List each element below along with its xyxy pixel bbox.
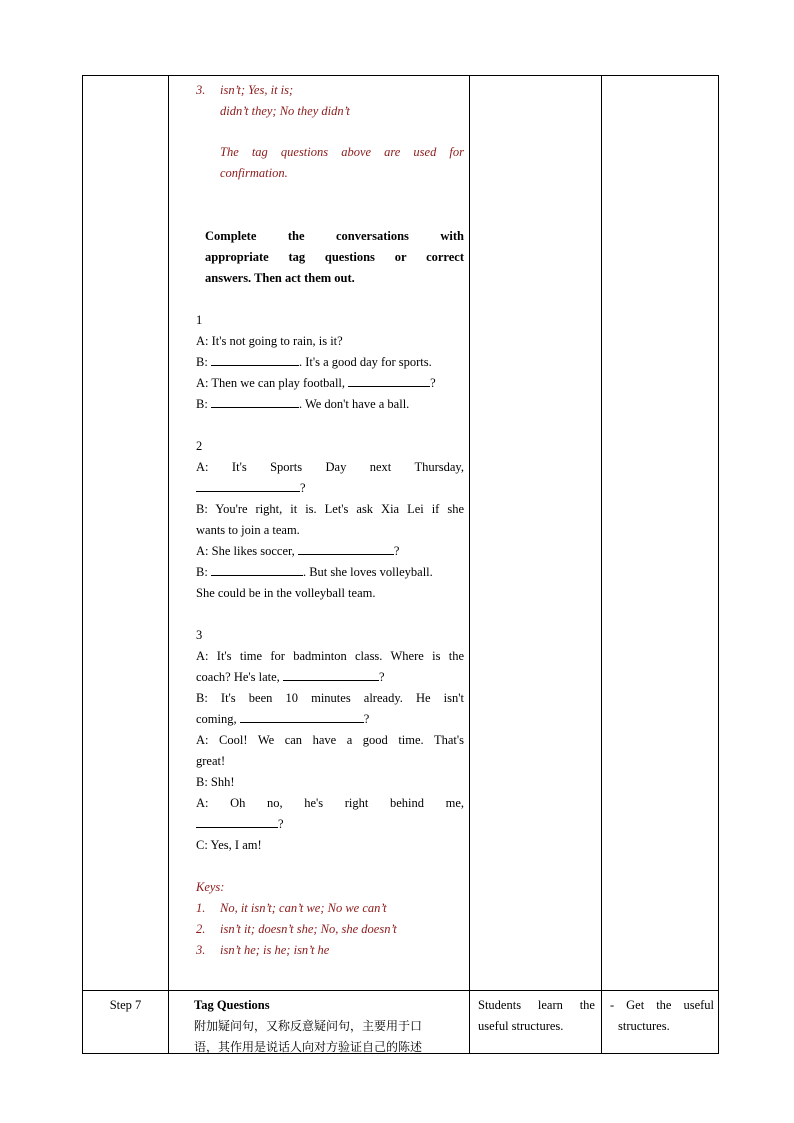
chinese-text-line: 附加疑问句，又称反意疑问句，主要用于口 (194, 1019, 423, 1033)
answer-blank[interactable] (211, 394, 299, 408)
line-text: . We don't have a ball. (298, 397, 410, 411)
purpose-line: - Get the useful (610, 998, 714, 1012)
answer-blank[interactable] (196, 814, 278, 828)
step-title: Tag Questions (194, 998, 270, 1012)
line-text: ? (378, 670, 385, 684)
dialogue-line: A: It's Sports Day next Thursday, (196, 460, 464, 474)
dialogue-line (196, 667, 464, 688)
speaker-label: B: (196, 565, 211, 579)
dialogue-line: A: It's time for badminton class. Where is the (196, 649, 464, 663)
key-number: 3. (196, 943, 206, 957)
instruction-line: Complete the conversations with (205, 229, 464, 243)
line-text: . But she loves volleyball. (302, 565, 433, 579)
dialogue-line (196, 394, 464, 415)
instruction-text (196, 226, 464, 289)
key-text: No, it isn’t; can’t we; No we can’t (220, 901, 387, 915)
answer-blank[interactable] (211, 352, 299, 366)
confirmation-note (196, 142, 464, 184)
dialogue-line: C: Yes, I am! (196, 838, 262, 852)
answer-line: isn’t; Yes, it is; (220, 83, 294, 97)
line-text: ? (430, 376, 436, 390)
row-divider (83, 990, 718, 991)
conversation-number: 1 (196, 313, 203, 327)
conversation-2 (196, 436, 464, 604)
dialogue-line (196, 709, 464, 730)
answer-line: didn’t they; No they didn’t (220, 104, 350, 118)
answer-blank[interactable] (283, 667, 379, 681)
key-text: isn’t it; doesn’t she; No, she doesn’t (220, 922, 397, 936)
speaker-label: B: (196, 355, 211, 369)
conversation-number: 2 (196, 439, 203, 453)
line-text: . It's a good day for sports. (298, 355, 432, 369)
key-number: 1. (196, 901, 206, 915)
line-text: ? (278, 817, 284, 831)
answer-blank[interactable] (196, 478, 300, 492)
dialogue-line (196, 373, 464, 394)
answer-blank[interactable] (348, 373, 430, 387)
conversation-number: 3 (196, 628, 203, 642)
dialogue-line: A: Cool! We can have a good time. That's (196, 733, 464, 747)
line-text: ? (300, 481, 306, 495)
step-label: Step 7 (109, 998, 142, 1012)
line-text: ? (393, 544, 400, 558)
key-line (196, 898, 464, 919)
dialogue-line: B: It's been 10 minutes already. He isn't (196, 691, 464, 705)
column-divider-3 (601, 76, 602, 1053)
step7-content-cell (194, 995, 464, 1058)
key-line (196, 940, 464, 961)
step-label-cell (83, 995, 168, 1016)
key-number: 2. (196, 922, 206, 936)
note-line: confirmation. (220, 166, 288, 180)
chinese-text-line: 语，其作用是说话人向对方验证自己的陈述 (194, 1040, 423, 1054)
student-activity-cell (478, 995, 595, 1037)
conversation-3 (196, 625, 464, 856)
keys-title: Keys: (196, 880, 225, 894)
note-line: The tag questions above are used for (220, 145, 464, 159)
line-text: coach? He's late, (196, 670, 283, 684)
answer-blank[interactable] (240, 709, 364, 723)
student-activity-line: Students learn the (478, 998, 595, 1012)
instruction-line: appropriate tag questions or correct (205, 250, 464, 264)
instruction-line: answers. Then act them out. (205, 271, 355, 285)
key-line (196, 919, 464, 940)
dialogue-line: A: Oh no, he's right behind me, (196, 796, 464, 810)
answer-blank[interactable] (211, 562, 303, 576)
answer-number: 3. (196, 83, 206, 97)
column-divider-2 (469, 76, 470, 1053)
line-text: A: Then we can play football, (196, 376, 349, 390)
line-text: ? (363, 712, 370, 726)
speaker-label: B: (196, 397, 211, 411)
student-activity-line: useful structures. (478, 1019, 564, 1033)
dialogue-line: A: It's not going to rain, is it? (196, 334, 343, 348)
line-text: coming, (196, 712, 240, 726)
dialogue-line (196, 541, 464, 562)
dialogue-line: wants to join a team. (196, 523, 300, 537)
answer-keys (196, 877, 464, 961)
column-divider-1 (168, 76, 169, 1053)
lesson-plan-table (82, 75, 719, 1054)
answer-blank[interactable] (298, 541, 394, 555)
dialogue-line (196, 814, 464, 835)
purpose-cell (610, 995, 714, 1037)
line-text: A: She likes soccer, (196, 544, 298, 558)
conversation-1 (196, 310, 464, 415)
purpose-line: structures. (618, 1019, 670, 1033)
dialogue-line: B: Shh! (196, 775, 235, 789)
dialogue-line (196, 562, 464, 583)
dialogue-line (196, 478, 464, 499)
dialogue-line (196, 352, 464, 373)
dialogue-line: great! (196, 754, 226, 768)
content-cell (196, 80, 464, 961)
dialogue-line: She could be in the volleyball team. (196, 586, 376, 600)
answer-item-3 (196, 80, 464, 122)
key-text: isn’t he; is he; isn’t he (220, 943, 330, 957)
dialogue-line: B: You're right, it is. Let's ask Xia Lei if she (196, 502, 464, 516)
